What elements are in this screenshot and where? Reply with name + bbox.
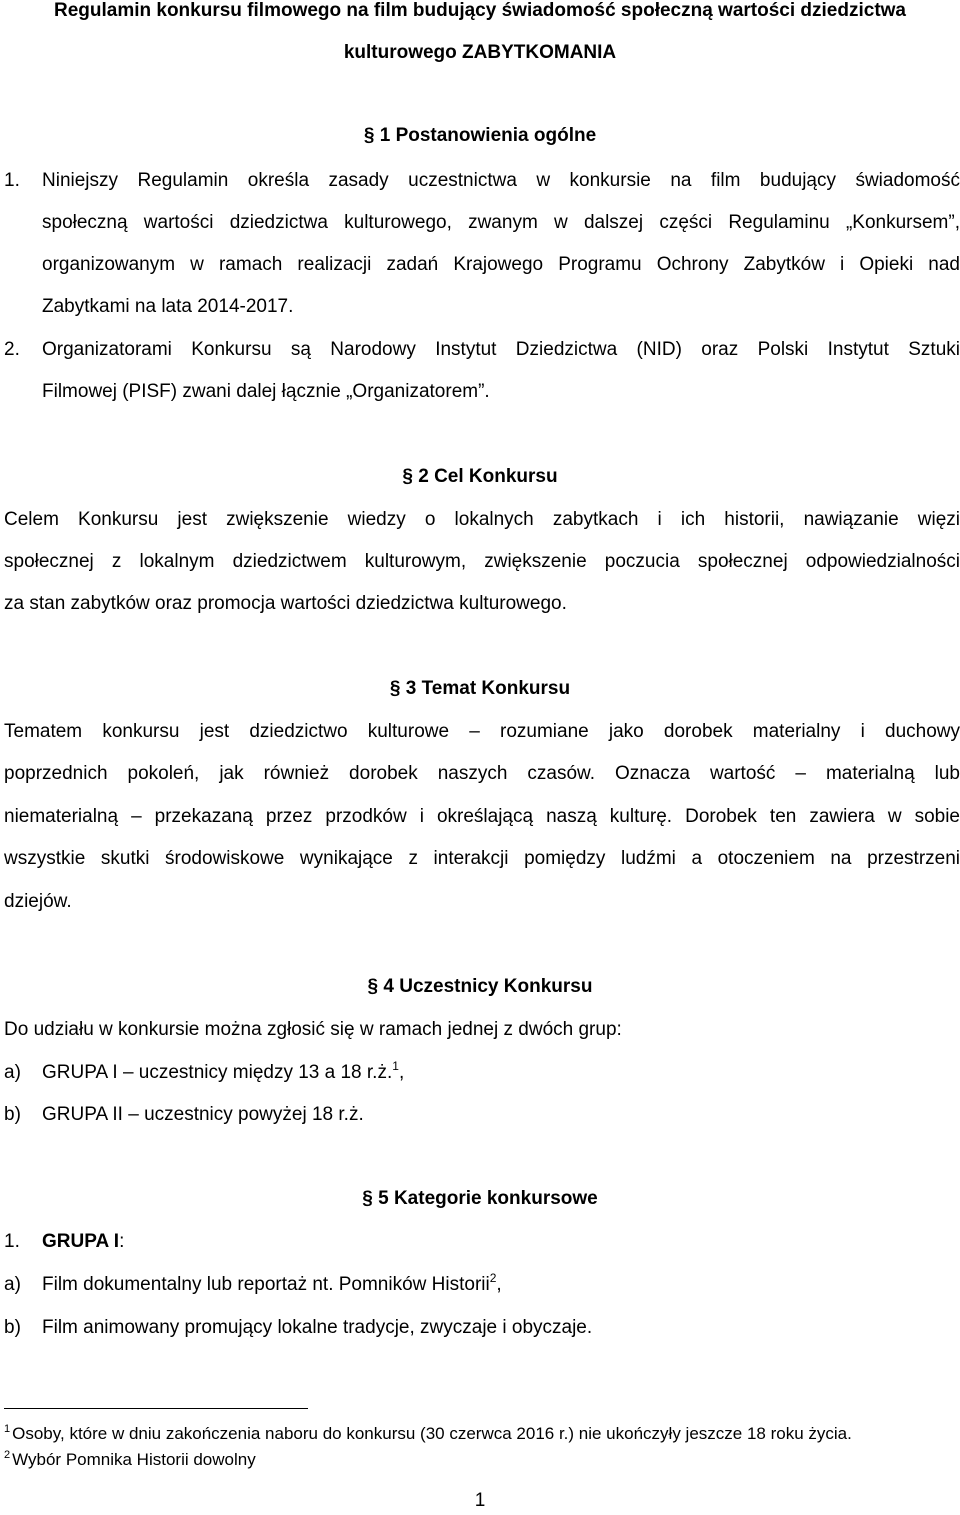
- section-2-heading: § 2 Cel Konkursu: [402, 466, 558, 487]
- section-sign: §: [362, 1188, 379, 1209]
- group-b-label: b): [4, 1104, 21, 1125]
- footnote-ref-2: 2: [489, 1271, 497, 1285]
- footnote-ref-1: 1: [392, 1059, 399, 1073]
- section-2-line-3: za stan zabytków oraz promocja wartości dziedzictwa kulturowego.: [4, 593, 567, 614]
- document-title-line2: kulturowego ZABYTKOMANIA: [343, 42, 617, 63]
- item-1-line-2: społeczną wartości dziedzictwa kulturowego, zwanym w dalszej części Regulaminu „Konkursem”,: [42, 212, 960, 233]
- section-1-heading: § 1 Postanowienia ogólne: [363, 125, 597, 146]
- document-title-line1: Regulamin konkursu filmowego na film budujący świadomość społeczną wartości dziedzictwa: [53, 0, 906, 21]
- footnote-separator: [4, 1408, 308, 1409]
- section-sign: §: [402, 466, 419, 487]
- section-4-intro: Do udziału w konkursie można zgłosić się w ramach jednej z dwóch grup:: [4, 1019, 622, 1040]
- section-3-line-5: dziejów.: [4, 891, 72, 912]
- item-1-line-3: organizowanym w ramach realizacji zadań Krajowego Programu Ochrony Zabytków i Opieki nad: [42, 254, 960, 275]
- section-3-line-4: wszystkie skutki środowiskowe wynikające z interakcji pomiędzy ludźmi a otoczeniem na przestrzeni: [4, 848, 960, 869]
- group-a-label: a): [4, 1062, 21, 1083]
- category-a-label: a): [4, 1274, 21, 1295]
- item-1-line-4: Zabytkami na lata 2014-2017.: [42, 296, 294, 317]
- section-2-line-1: Celem Konkursu jest zwiększenie wiedzy o lokalnych zabytkach i ich historii, nawiązanie więzi: [4, 509, 960, 530]
- section-3-line-1: Tematem konkursu jest dziedzictwo kulturowe – rozumiane jako dorobek materialny i duchowy: [4, 721, 960, 742]
- section-5-heading: § 5 Kategorie konkursowe: [362, 1188, 598, 1209]
- section-sign: §: [363, 125, 380, 146]
- section-sign: §: [367, 976, 384, 997]
- category-group-label: GRUPA I:: [42, 1231, 125, 1252]
- category-a-text: Film dokumentalny lub reportaż nt. Pomników Historii$^2$,: [42, 1271, 502, 1295]
- category-b-label: b): [4, 1317, 21, 1338]
- category-b-text: Film animowany promujący lokalne tradycje, zwyczaje i obyczaje.: [42, 1317, 593, 1338]
- item-2-number: 2.: [4, 339, 20, 360]
- item-2-line-1: Organizatorami Konkursu są Narodowy Instytut Dziedzictwa (NID) oraz Polski Instytut Sztuki: [42, 339, 960, 360]
- section-4-heading: § 4 Uczestnicy Konkursu: [367, 976, 593, 997]
- section-3-line-2: poprzednich pokoleń, jak również dorobek naszych czasów. Oznacza wartość – materialną lub: [4, 763, 960, 784]
- group-a-text: GRUPA I – uczestnicy między 13 a 18 r.ż.$^1$,: [42, 1059, 405, 1083]
- section-sign: §: [389, 678, 406, 699]
- footnote-2: $^2$ Wybór Pomnika Historii dowolny: [4, 1449, 256, 1469]
- item-1-line-1: Niniejszy Regulamin określa zasady uczestnictwa w konkursie na film budujący świadomość: [42, 170, 960, 191]
- section-3-line-3: niematerialną – przekazaną przez przodków i określającą naszą kulturę. Dorobek ten zawiera w sobie: [4, 806, 960, 827]
- category-group-number: 1.: [4, 1231, 20, 1252]
- section-2-line-2: społecznej z lokalnym dziedzictwem kulturowym, zwiększenie poczucia społecznej odpowiedzialności: [4, 551, 960, 572]
- item-1-number: 1.: [4, 170, 20, 191]
- section-3-heading: § 3 Temat Konkursu: [389, 678, 571, 699]
- item-2-line-2: Filmowej (PISF) zwani dalej łącznie „Organizatorem”.: [42, 381, 490, 402]
- footnote-1: $^1$ Osoby, które w dniu zakończenia naboru do konkursu (30 czerwca 2016 r.) nie ukończyły jeszcze 18 roku życia.: [4, 1423, 852, 1443]
- group-b-text: GRUPA II – uczestnicy powyżej 18 r.ż.: [42, 1104, 364, 1125]
- page-number: 1: [474, 1490, 486, 1511]
